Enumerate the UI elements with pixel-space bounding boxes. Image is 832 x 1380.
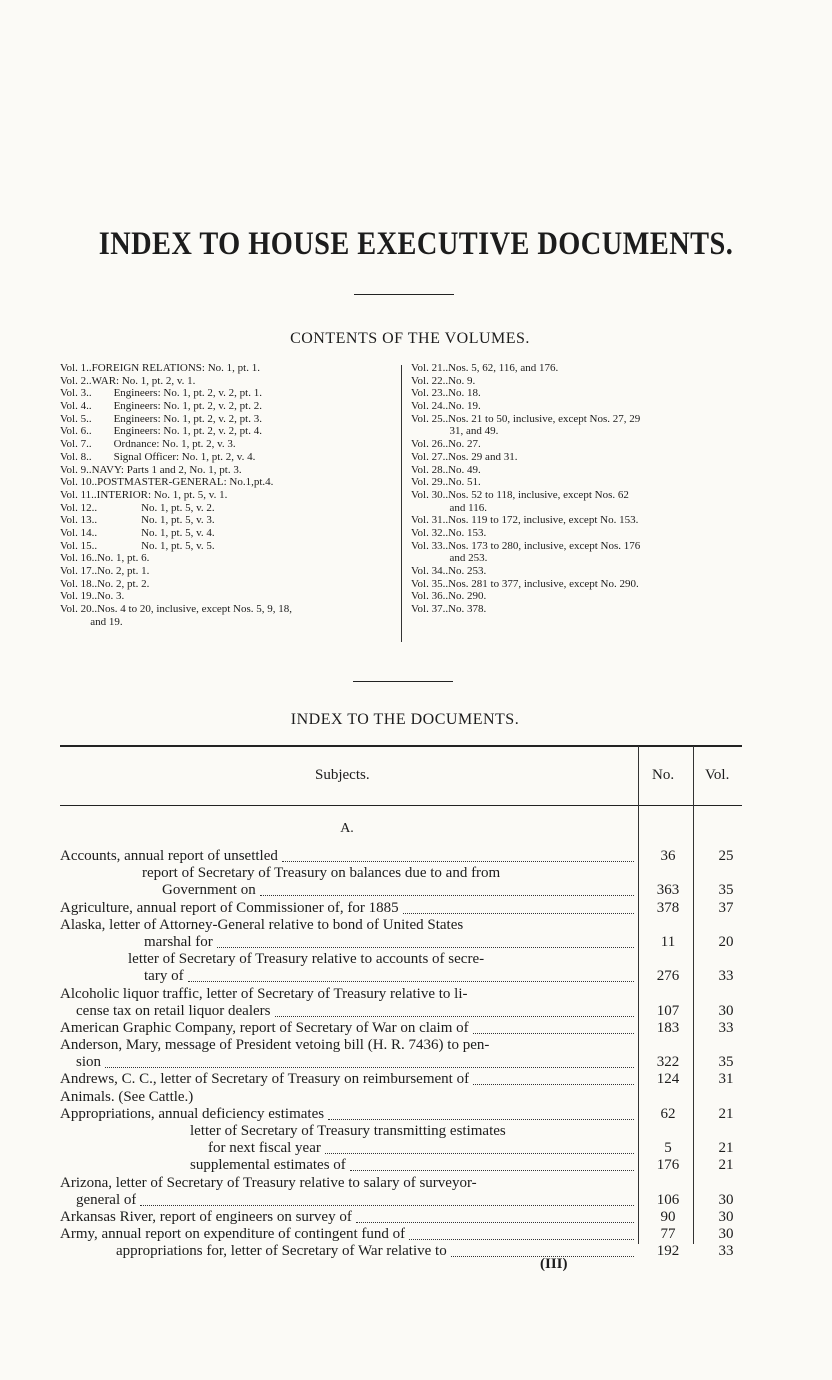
leader-dots	[217, 930, 634, 948]
entry-vol: 30	[718, 1002, 734, 1019]
leader-dots	[188, 964, 634, 982]
contents-heading: CONTENTS OF THE VOLUMES.	[290, 330, 530, 347]
page-title: INDEX TO HOUSE EXECUTIVE DOCUMENTS.	[98, 226, 734, 262]
entry-subject: supplemental estimates of	[190, 1157, 346, 1174]
index-entry	[60, 1243, 745, 1260]
entry-vol: 33	[718, 968, 734, 985]
subjects-header: Subjects.	[315, 767, 370, 783]
entry-no: 176	[656, 1157, 680, 1174]
index-entry	[60, 1054, 745, 1071]
volume-line: Vol. 8.. Signal Officer: No. 1, pt. 2, v. 4.	[60, 450, 256, 463]
entry-subject: for next fiscal year	[208, 1140, 321, 1157]
volume-line: Vol. 27..Nos. 29 and 31.	[411, 450, 518, 463]
entry-no: 322	[656, 1054, 680, 1071]
volume-line: Vol. 23..No. 18.	[411, 387, 481, 400]
entry-subject: cense tax on retail liquor dealers	[76, 1002, 271, 1019]
volume-line: Vol. 19..No. 3.	[60, 590, 125, 603]
entry-subject: Appropriations, annual deficiency estimates	[60, 1105, 325, 1122]
leader-dots	[409, 1222, 634, 1240]
leader-dots	[140, 1188, 634, 1206]
volume-line: Vol. 26..No. 27.	[411, 438, 481, 451]
entry-no: 36	[660, 848, 676, 864]
entry-vol: 31	[718, 1071, 734, 1088]
entry-vol: 37	[718, 899, 734, 916]
leader-dots	[356, 1205, 634, 1223]
leader-dots	[260, 878, 634, 896]
volume-line: Vol. 32..No. 153.	[411, 526, 487, 539]
leader-dots	[282, 844, 634, 862]
volume-line: Vol. 29..No. 51.	[411, 476, 481, 489]
entry-subject: Anderson, Mary, message of President vetoing bill (H. R. 7436) to pen-	[60, 1037, 490, 1054]
volume-line: Vol. 33..Nos. 173 to 280, inclusive, except Nos. 176	[411, 539, 641, 552]
volume-line: and 253.	[411, 552, 488, 565]
index-entry	[60, 1071, 745, 1088]
volume-line: Vol. 30..Nos. 52 to 118, inclusive, except Nos. 62	[411, 488, 629, 501]
volumes-column-divider	[401, 365, 402, 642]
entry-vol: 35	[718, 1054, 734, 1071]
leader-dots	[275, 999, 634, 1017]
index-entries	[60, 848, 745, 1261]
leader-dots	[473, 1067, 634, 1085]
entry-vol: 25	[718, 848, 734, 864]
entry-subject: tary of	[144, 968, 184, 985]
entry-no: 276	[656, 968, 680, 985]
entry-vol: 33	[718, 1243, 734, 1260]
volume-line: 31, and 49.	[411, 425, 499, 438]
volume-line: Vol. 9..NAVY: Parts 1 and 2, No. 1, pt. 3.	[60, 463, 242, 476]
entry-subject: general of	[76, 1191, 137, 1208]
entry-subject: Agriculture, annual report of Commissioner of, for 1885	[60, 899, 399, 916]
entry-vol: 30	[718, 1208, 734, 1225]
index-entry	[60, 934, 745, 951]
leader-dots	[325, 1136, 634, 1154]
volume-line: Vol. 34..No. 253.	[411, 565, 487, 577]
contents-divider	[353, 681, 453, 682]
index-entry	[60, 1226, 745, 1243]
index-entry	[60, 1209, 745, 1226]
entry-vol: 20	[718, 933, 734, 950]
leader-dots	[105, 1050, 634, 1068]
entry-subject: Government on	[162, 882, 256, 899]
volume-line: Vol. 17..No. 2, pt. 1.	[60, 565, 150, 577]
entry-no: 62	[660, 1105, 676, 1122]
volume-line: Vol. 7.. Ordnance: No. 1, pt. 2, v. 3.	[60, 438, 236, 451]
index-entry	[60, 1020, 745, 1037]
volume-line: Vol. 3.. Engineers: No. 1, pt. 2, v. 2, pt. 1.	[60, 387, 262, 400]
volume-line: Vol. 18..No. 2, pt. 2.	[60, 577, 150, 590]
volume-line: Vol. 25..Nos. 21 to 50, inclusive, except Nos. 27, 29	[411, 412, 641, 425]
entry-no: 363	[656, 882, 680, 899]
entry-subject: Arizona, letter of Secretary of Treasury relative to salary of surveyor-	[60, 1174, 477, 1191]
entry-no: 183	[656, 1019, 680, 1036]
entry-vol: 21	[718, 1105, 734, 1122]
volume-line: Vol. 13.. No. 1, pt. 5, v. 3.	[60, 514, 215, 527]
volume-line: Vol. 6.. Engineers: No. 1, pt. 2, v. 2, pt. 4.	[60, 425, 262, 438]
entry-subject: Arkansas River, report of engineers on survey of	[60, 1208, 352, 1225]
page-number: (III)	[540, 1256, 568, 1272]
entry-subject: Alcoholic liquor traffic, letter of Secretary of Treasury relative to li-	[60, 985, 468, 1002]
volume-line: Vol. 15.. No. 1, pt. 5, v. 5.	[60, 539, 215, 552]
entry-vol: 30	[718, 1226, 734, 1243]
volume-line: Vol. 14.. No. 1, pt. 5, v. 4.	[60, 526, 215, 539]
volume-line: Vol. 11..INTERIOR: No. 1, pt. 5, v. 1.	[60, 488, 228, 501]
volume-line: Vol. 35..Nos. 281 to 377, inclusive, except No. 290.	[411, 577, 639, 590]
entry-subject: Animals. (See Cattle.)	[60, 1088, 194, 1105]
volume-line: Vol. 5.. Engineers: No. 1, pt. 2, v. 2, pt. 3.	[60, 412, 262, 425]
entry-vol: 30	[718, 1191, 734, 1208]
vol-header: Vol.	[705, 767, 730, 783]
entry-subject: Andrews, C. C., letter of Secretary of Treasury on reimbursement of	[60, 1071, 470, 1088]
entry-subject: Army, annual report on expenditure of contingent fund of	[60, 1226, 406, 1243]
volumes-left-column	[60, 362, 292, 628]
entry-no: 90	[660, 1208, 676, 1225]
volume-line: Vol. 21..Nos. 5, 62, 116, and 176.	[411, 362, 559, 374]
volume-line: and 19.	[60, 615, 123, 628]
entry-no: 192	[656, 1243, 680, 1260]
entry-subject: Alaska, letter of Attorney-General relative to bond of United States	[60, 916, 464, 933]
volume-line: Vol. 24..No. 19.	[411, 400, 481, 413]
entry-subject: Accounts, annual report of unsettled	[60, 848, 278, 864]
index-heading: INDEX TO THE DOCUMENTS.	[290, 711, 520, 728]
index-entry	[60, 848, 745, 865]
entry-no: 107	[656, 1002, 680, 1019]
entry-no: 124	[656, 1071, 680, 1088]
leader-dots	[403, 896, 634, 914]
index-entry	[60, 1003, 745, 1020]
volume-line: Vol. 12.. No. 1, pt. 5, v. 2.	[60, 501, 215, 514]
entry-no: 5	[664, 1140, 672, 1157]
entry-subject: appropriations for, letter of Secretary of War relative to	[116, 1243, 447, 1260]
volume-line: Vol. 16..No. 1, pt. 6.	[60, 552, 150, 565]
entry-vol: 21	[718, 1157, 734, 1174]
entry-subject: letter of Secretary of Treasury transmitting estimates	[190, 1123, 506, 1139]
entry-subject: marshal for	[144, 933, 213, 950]
volume-line: and 116.	[411, 501, 487, 514]
section-letter: A.	[340, 821, 354, 836]
entry-subject: letter of Secretary of Treasury relative to accounts of secre-	[128, 951, 485, 968]
volume-line: Vol. 1..FOREIGN RELATIONS: No. 1, pt. 1.	[60, 362, 260, 374]
index-entry	[60, 1106, 745, 1123]
volume-line: Vol. 20..Nos. 4 to 20, inclusive, except Nos. 5, 9, 18,	[60, 603, 293, 616]
volume-line: Vol. 36..No. 290.	[411, 590, 487, 603]
entry-vol: 33	[718, 1019, 734, 1036]
volume-line: Vol. 31..Nos. 119 to 172, inclusive, except No. 153.	[411, 514, 639, 527]
volume-line: Vol. 2..WAR: No. 1, pt. 2, v. 1.	[60, 374, 196, 387]
entry-vol: 35	[718, 882, 734, 899]
index-entry	[60, 968, 745, 985]
volume-line: Vol. 37..No. 378.	[411, 603, 487, 616]
index-entry	[60, 900, 745, 917]
volumes-right-column	[411, 362, 640, 616]
entry-no: 106	[656, 1191, 680, 1208]
volume-line: Vol. 28..No. 49.	[411, 463, 481, 476]
leader-dots	[451, 1239, 634, 1257]
leader-dots	[328, 1102, 634, 1120]
entry-subject: report of Secretary of Treasury on balances due to and from	[142, 865, 501, 882]
entry-no: 11	[660, 933, 676, 950]
entry-subject: sion	[76, 1054, 102, 1071]
no-header: No.	[652, 767, 675, 783]
volume-line: Vol. 10..POSTMASTER-GENERAL: No.1,pt.4.	[60, 476, 274, 489]
volume-line: Vol. 4.. Engineers: No. 1, pt. 2, v. 2, pt. 2.	[60, 400, 262, 413]
leader-dots	[473, 1016, 634, 1034]
entry-vol: 21	[718, 1140, 734, 1157]
leader-dots	[350, 1153, 634, 1171]
index-entry	[60, 1157, 745, 1174]
entry-no: 378	[656, 899, 680, 916]
entry-subject: American Graphic Company, report of Secretary of War on claim of	[60, 1019, 469, 1036]
volume-line: Vol. 22..No. 9.	[411, 374, 476, 387]
entry-no: 77	[660, 1226, 676, 1243]
title-divider	[354, 294, 454, 295]
